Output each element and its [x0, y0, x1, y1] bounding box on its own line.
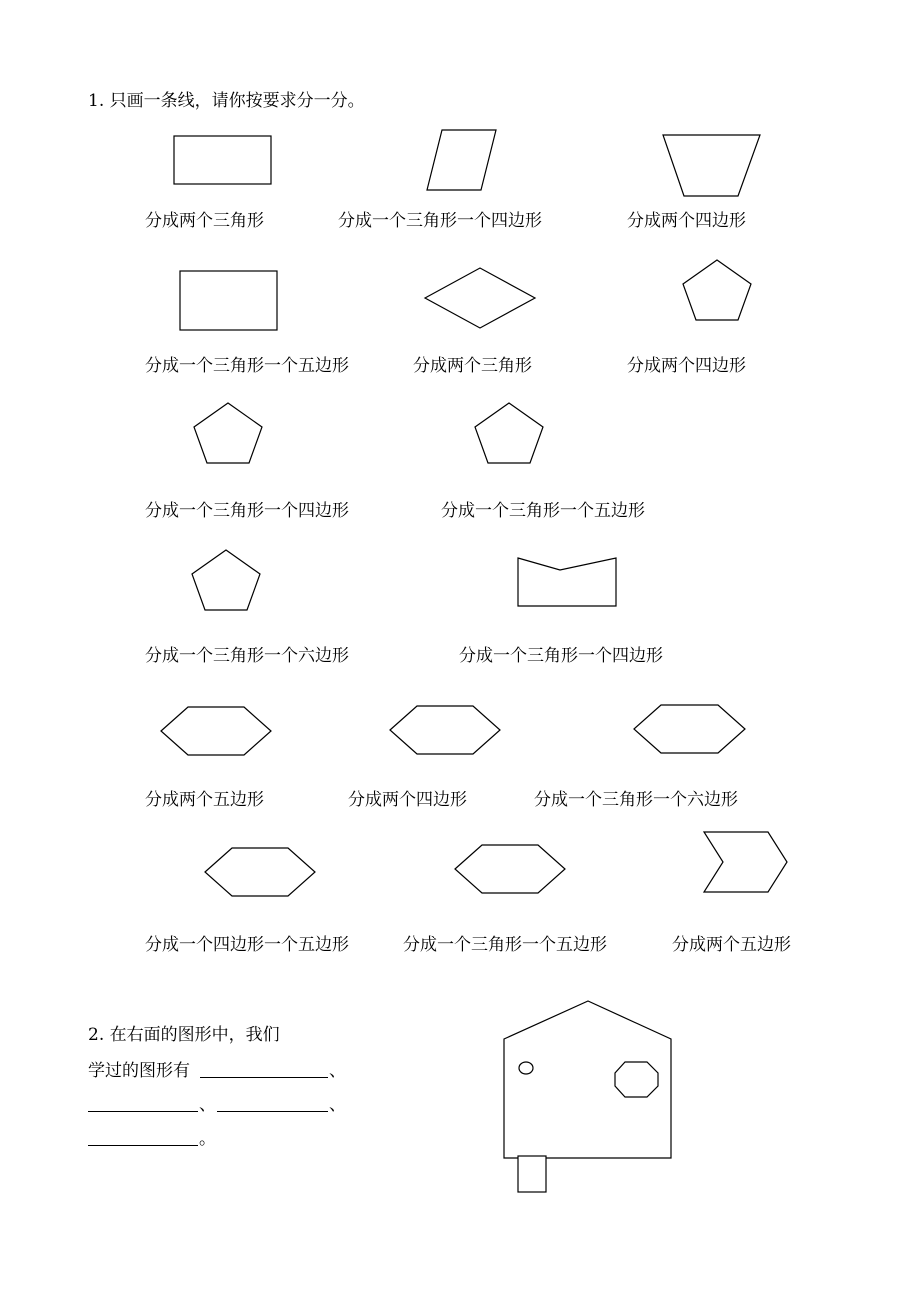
question-2-line-2: 学过的图形有: [88, 1061, 190, 1081]
pentagon-shape: [194, 403, 262, 463]
answer-blank-4[interactable]: [88, 1145, 198, 1146]
pentagon-shape: [192, 550, 260, 610]
caption: 分成一个三角形一个五边形: [441, 501, 645, 521]
notched-rectangle-shape: [518, 558, 616, 606]
trapezoid-shape: [663, 135, 760, 196]
hexagon-shape: [161, 707, 271, 755]
rectangle-shape: [180, 271, 277, 330]
caption: 分成一个三角形一个六边形: [145, 646, 349, 666]
octagon-window-shape: [615, 1062, 658, 1097]
separator-period: 。: [199, 1129, 216, 1149]
oval-window-shape: [519, 1062, 533, 1074]
caption: 分成一个三角形一个四边形: [145, 501, 349, 521]
separator-comma: 、: [329, 1095, 346, 1115]
hexagon-shape: [634, 705, 745, 753]
hexagon-shape: [390, 706, 500, 754]
caption: 分成两个三角形: [413, 356, 532, 376]
pentagon-shape: [475, 403, 543, 463]
pentagon-shape: [683, 260, 751, 320]
caption: 分成两个三角形: [145, 211, 264, 231]
rectangle-shape: [174, 136, 271, 184]
caption: 分成两个四边形: [627, 356, 746, 376]
caption: 分成一个四边形一个五边形: [145, 935, 349, 955]
caption: 分成两个四边形: [627, 211, 746, 231]
caption: 分成一个三角形一个五边形: [145, 356, 349, 376]
caption: 分成两个五边形: [145, 790, 264, 810]
separator-comma: 、: [199, 1095, 216, 1115]
caption: 分成一个三角形一个四边形: [459, 646, 663, 666]
answer-blank-2[interactable]: [88, 1111, 198, 1112]
rhombus-shape: [425, 268, 535, 328]
caption: 分成一个三角形一个六边形: [534, 790, 738, 810]
separator-comma: 、: [329, 1061, 346, 1081]
parallelogram-shape: [427, 130, 496, 190]
question-2-prompt: 2. 在右面的图形中，我们: [88, 1025, 280, 1045]
caption: 分成一个三角形一个四边形: [338, 211, 542, 231]
answer-blank-3[interactable]: [217, 1111, 328, 1112]
hexagon-shape: [205, 848, 315, 896]
caption: 分成两个四边形: [348, 790, 467, 810]
question-1-prompt: 1. 只画一条线，请你按要求分一分。: [88, 91, 365, 111]
answer-blank-1[interactable]: [200, 1077, 328, 1078]
chevron-shape: [704, 832, 787, 892]
door-rectangle-shape: [518, 1156, 546, 1192]
caption: 分成两个五边形: [672, 935, 791, 955]
caption: 分成一个三角形一个五边形: [403, 935, 607, 955]
hexagon-shape: [455, 845, 565, 893]
